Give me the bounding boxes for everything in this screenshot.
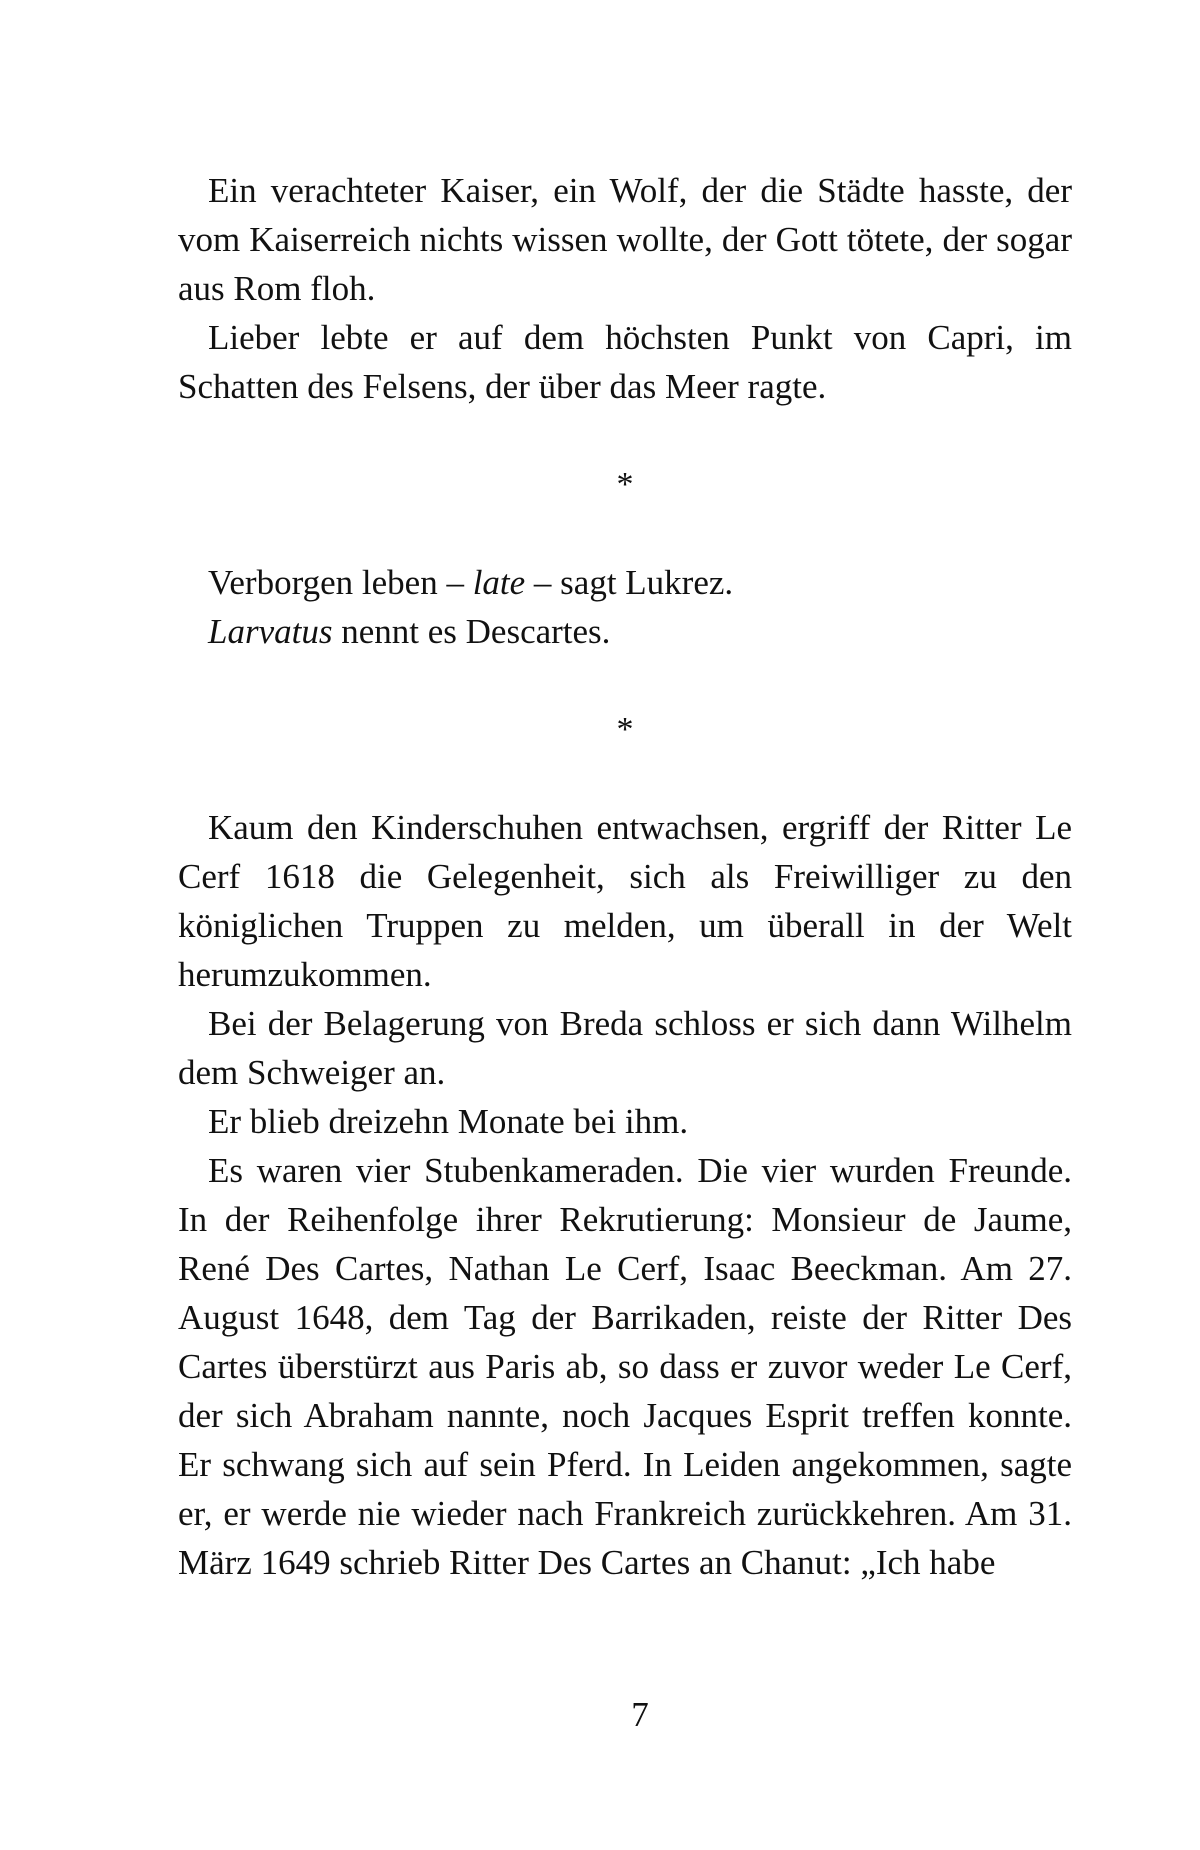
paragraph-le-cerf: Kaum den Kinderschuhen entwachsen, ergriff der Ritter Le Cerf 1618 die Gelegenheit, sich als Freiwilliger zu den königlichen Truppen zu melden, um überall in der Welt herumzukommen. [178, 808, 1072, 994]
page-number-text: 7 [631, 1695, 649, 1734]
page-body [178, 166, 1072, 1587]
section-1 [178, 166, 1072, 411]
paragraph-breda: Bei der Belagerung von Breda schloss er sich dann Wilhelm dem Schweiger an. [178, 1004, 1072, 1092]
paragraph-stubenkameraden: Es waren vier Stubenkameraden. Die vier wurden Freunde. In der Reihenfolge ihrer Rekrutierung: Monsieur de Jaume, René Des Cartes, Nathan Le Cerf, Isaac Beeckman. Am 27. August 1648, dem Tag der Barrikaden, reiste der Ritter Des Cartes überstürzt aus Paris ab, so dass er zuvor weder Le Cerf, der sich Abraham nannte, noch Jacques Esprit treffen konnte. Er schwang sich auf sein Pferd. In Leiden angekommen, sagte er, er werde nie wieder nach Frankreich zurückkehren. Am 31. März 1649 schrieb Ritter Des Cartes an Chanut: „Ich habe [178, 1151, 1072, 1582]
lukrez-italic-late: late [472, 563, 526, 602]
descartes-italic-larvatus: Larvatus [208, 612, 333, 651]
paragraph-capri: Lieber lebte er auf dem höchsten Punkt von Capri, im Schatten des Felsens, der über das Meer ragte. [178, 318, 1072, 406]
paragraph-kaiser: Ein verachteter Kaiser, ein Wolf, der die Städte hasste, der vom Kaiserreich nichts wissen wollte, der Gott tötete, der sogar aus Rom floh. [178, 171, 1072, 308]
line-descartes [178, 607, 1072, 656]
section-3 [178, 803, 1072, 1587]
paragraph-dreizehn-monate: Er blieb dreizehn Monate bei ihm. [208, 1102, 689, 1141]
section-separator-asterisk: * [616, 711, 634, 748]
page-number [0, 1690, 1200, 1739]
section-separator-asterisk: * [616, 466, 634, 503]
lukrez-text-start: Verborgen leben – [208, 563, 473, 602]
section-2 [178, 558, 1072, 656]
line-lukrez [178, 558, 1072, 607]
lukrez-text-end: – sagt Lukrez. [525, 563, 734, 602]
descartes-text: nennt es Descartes. [332, 612, 611, 651]
